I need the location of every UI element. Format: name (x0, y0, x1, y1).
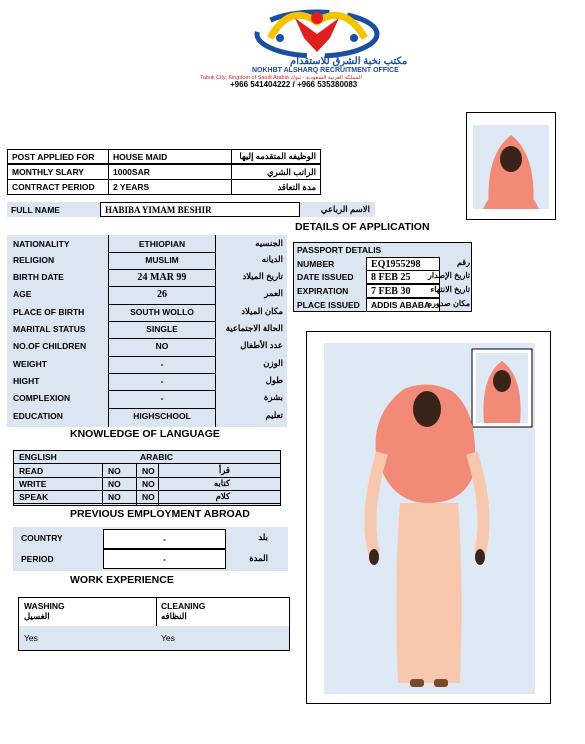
personal-label-ar: الديانه (261, 254, 283, 264)
personal-label-ar: مكان الميلاد (241, 306, 283, 316)
personal-value: NO (155, 341, 169, 351)
post-value-cell: HOUSE MAID (108, 149, 232, 164)
personal-label-ar: تعليم (265, 410, 283, 420)
personal-label: MARITAL STATUS (13, 324, 86, 334)
language-english-value: NO (108, 479, 121, 489)
passport-label: DATE ISSUED (297, 272, 354, 282)
personal-row-divider (108, 304, 216, 305)
passport-value: ADDIS ABABA (371, 300, 431, 310)
passport-label-ar: رقم (456, 258, 470, 267)
personal-row-divider (108, 356, 216, 357)
personal-row-divider (108, 373, 216, 374)
language-skill-label: WRITE (19, 479, 47, 489)
office-address: Tabuk City, Kingdom of Saudi Arabia المملكة العربية السعودية - تبوك (200, 75, 362, 81)
personal-value: - (160, 393, 164, 403)
work-cleaning-value: Yes (161, 633, 175, 643)
employment-country-label: COUNTRY (21, 533, 63, 543)
personal-label: BIRTH DATE (13, 272, 64, 282)
personal-label-ar: طول (265, 375, 283, 385)
full-body-photo (306, 331, 551, 704)
language-skill-label-ar: كتابه (213, 478, 230, 488)
contract-value-cell: 2 YEARS (108, 179, 232, 195)
contract-label-cell: CONTRACT PERIOD (7, 179, 109, 195)
work-cleaning-label-ar: النظافه (161, 611, 187, 621)
personal-row-divider (108, 252, 216, 253)
work-cleaning-label: CLEANING (161, 601, 206, 611)
details-title: DETAILS OF APPLICATION (295, 221, 430, 233)
personal-label-ar: الجنسيه (255, 238, 283, 248)
personal-row-divider (108, 321, 216, 322)
work-value-row (19, 626, 289, 650)
personal-label: NATIONALITY (13, 239, 70, 249)
personal-row-divider (108, 286, 216, 287)
passport-label: NUMBER (297, 259, 335, 269)
personal-label: AGE (13, 289, 32, 299)
passport-value: 8 FEB 25 (371, 271, 411, 283)
personal-label-ar: بشرة (263, 392, 283, 402)
fullname-label-ar: الاسم الرباعي (320, 204, 370, 214)
language-arabic-value: NO (142, 466, 155, 476)
language-row-divider (13, 477, 281, 478)
passport-value: 7 FEB 30 (371, 285, 411, 297)
language-column-divider (158, 463, 159, 506)
passport-value-cell (366, 284, 440, 298)
employment-period-label-ar: المدة (249, 553, 268, 563)
personal-label: EDUCATION (13, 411, 63, 421)
passport-title: PASSPORT DETALIS (297, 245, 382, 255)
personal-label-ar: تاريخ الميلاد (242, 271, 283, 281)
office-phones: +966 541404222 / +966 535380083 (230, 80, 358, 89)
personal-label: WEIGHT (13, 359, 47, 369)
post-label-ar-cell: الوظيفه المتقدمه إليها (231, 149, 321, 164)
language-col-arabic: ARABIC (140, 452, 174, 462)
work-title: WORK EXPERIENCE (70, 574, 174, 586)
passport-value-cell (366, 257, 440, 271)
passport-photo-small (466, 112, 556, 220)
personal-label: COMPLEXION (13, 393, 71, 403)
personal-row-divider (108, 269, 216, 270)
language-column-divider (102, 463, 103, 506)
personal-row-divider (108, 338, 216, 339)
personal-value: MUSLIM (145, 255, 179, 265)
employment-country-label-ar: بلد (258, 532, 268, 542)
work-washing-label: WASHING (24, 601, 65, 611)
personal-value: - (160, 376, 164, 386)
language-skill-label: SPEAK (19, 492, 49, 502)
salary-label-ar-cell: الراتب الشري (231, 164, 321, 180)
personal-value: - (160, 359, 164, 369)
language-divider (13, 463, 281, 464)
work-washing-value: Yes (24, 633, 38, 643)
passport-label-ar: مكان صدوره (427, 299, 470, 308)
passport-label-ar: تاريخ الإصدار (427, 271, 470, 280)
language-col-english: ENGLISH (19, 452, 57, 462)
language-column-divider (136, 463, 137, 506)
personal-label: RELIGION (13, 255, 55, 265)
contract-label-ar-cell: مدة التعاقد (231, 179, 321, 195)
personal-value: 26 (157, 289, 167, 300)
employment-period-label: PERIOD (21, 554, 54, 564)
personal-label-ar: عدد الأطفال (240, 340, 283, 350)
post-label-cell: POST APPLIED FOR (7, 149, 109, 164)
language-skill-label-ar: قرأ (218, 465, 230, 475)
language-title: KNOWLEDGE OF LANGUAGE (70, 428, 220, 440)
employment-period-value-cell: - (103, 549, 226, 569)
salary-label-cell: MONTHLY SLARY (7, 164, 109, 180)
personal-row-divider (108, 390, 216, 391)
salary-value-cell: 1000SAR (108, 164, 232, 180)
personal-label: PLACE OF BIRTH (13, 307, 85, 317)
fullname-label: FULL NAME (11, 205, 60, 215)
employment-country-value-cell: - (103, 529, 226, 549)
personal-label: NO.OF CHILDREN (13, 341, 87, 351)
passport-value: EQ1955298 (371, 258, 421, 270)
passport-label: PLACE ISSUED (297, 300, 360, 310)
personal-value: ETHIOPIAN (138, 239, 186, 249)
language-row-divider (13, 503, 281, 504)
language-arabic-value: NO (142, 492, 155, 502)
personal-value: HIGHSCHOOL (133, 411, 191, 421)
personal-row-divider (108, 408, 216, 409)
office-logo (250, 8, 385, 60)
personal-label-ar: الوزن (263, 358, 283, 368)
office-name-english: NOKHBT ALSHARQ RECRUITMENT OFFICE (252, 67, 399, 74)
language-arabic-value: NO (142, 479, 155, 489)
passport-label: EXPIRATION (297, 286, 349, 296)
office-name-arabic: مكتب نخبة الشرق للاستقدام (290, 56, 408, 67)
personal-value: SINGLE (146, 324, 178, 334)
language-english-value: NO (108, 466, 121, 476)
personal-value: 24 MAR 99 (137, 272, 187, 283)
fullname-value-cell (100, 202, 300, 217)
language-skill-label: READ (19, 466, 44, 476)
work-washing-label-ar: الغسيل (24, 611, 50, 621)
personal-label: HIGHT (13, 376, 40, 386)
language-skill-label-ar: كلام (215, 491, 230, 501)
personal-label-ar: العمر (264, 288, 283, 298)
employment-title: PREVIOUS EMPLOYMENT ABROAD (70, 508, 250, 520)
personal-value: SOUTH WOLLO (130, 307, 194, 317)
language-row-divider (13, 490, 281, 491)
language-english-value: NO (108, 492, 121, 502)
passport-label-ar: تاريخ الانتهاء (430, 285, 470, 294)
fullname-value: HABIBA YIMAM BESHIR (105, 204, 212, 215)
personal-label-ar: الحالة الاجتماعية (225, 323, 283, 333)
